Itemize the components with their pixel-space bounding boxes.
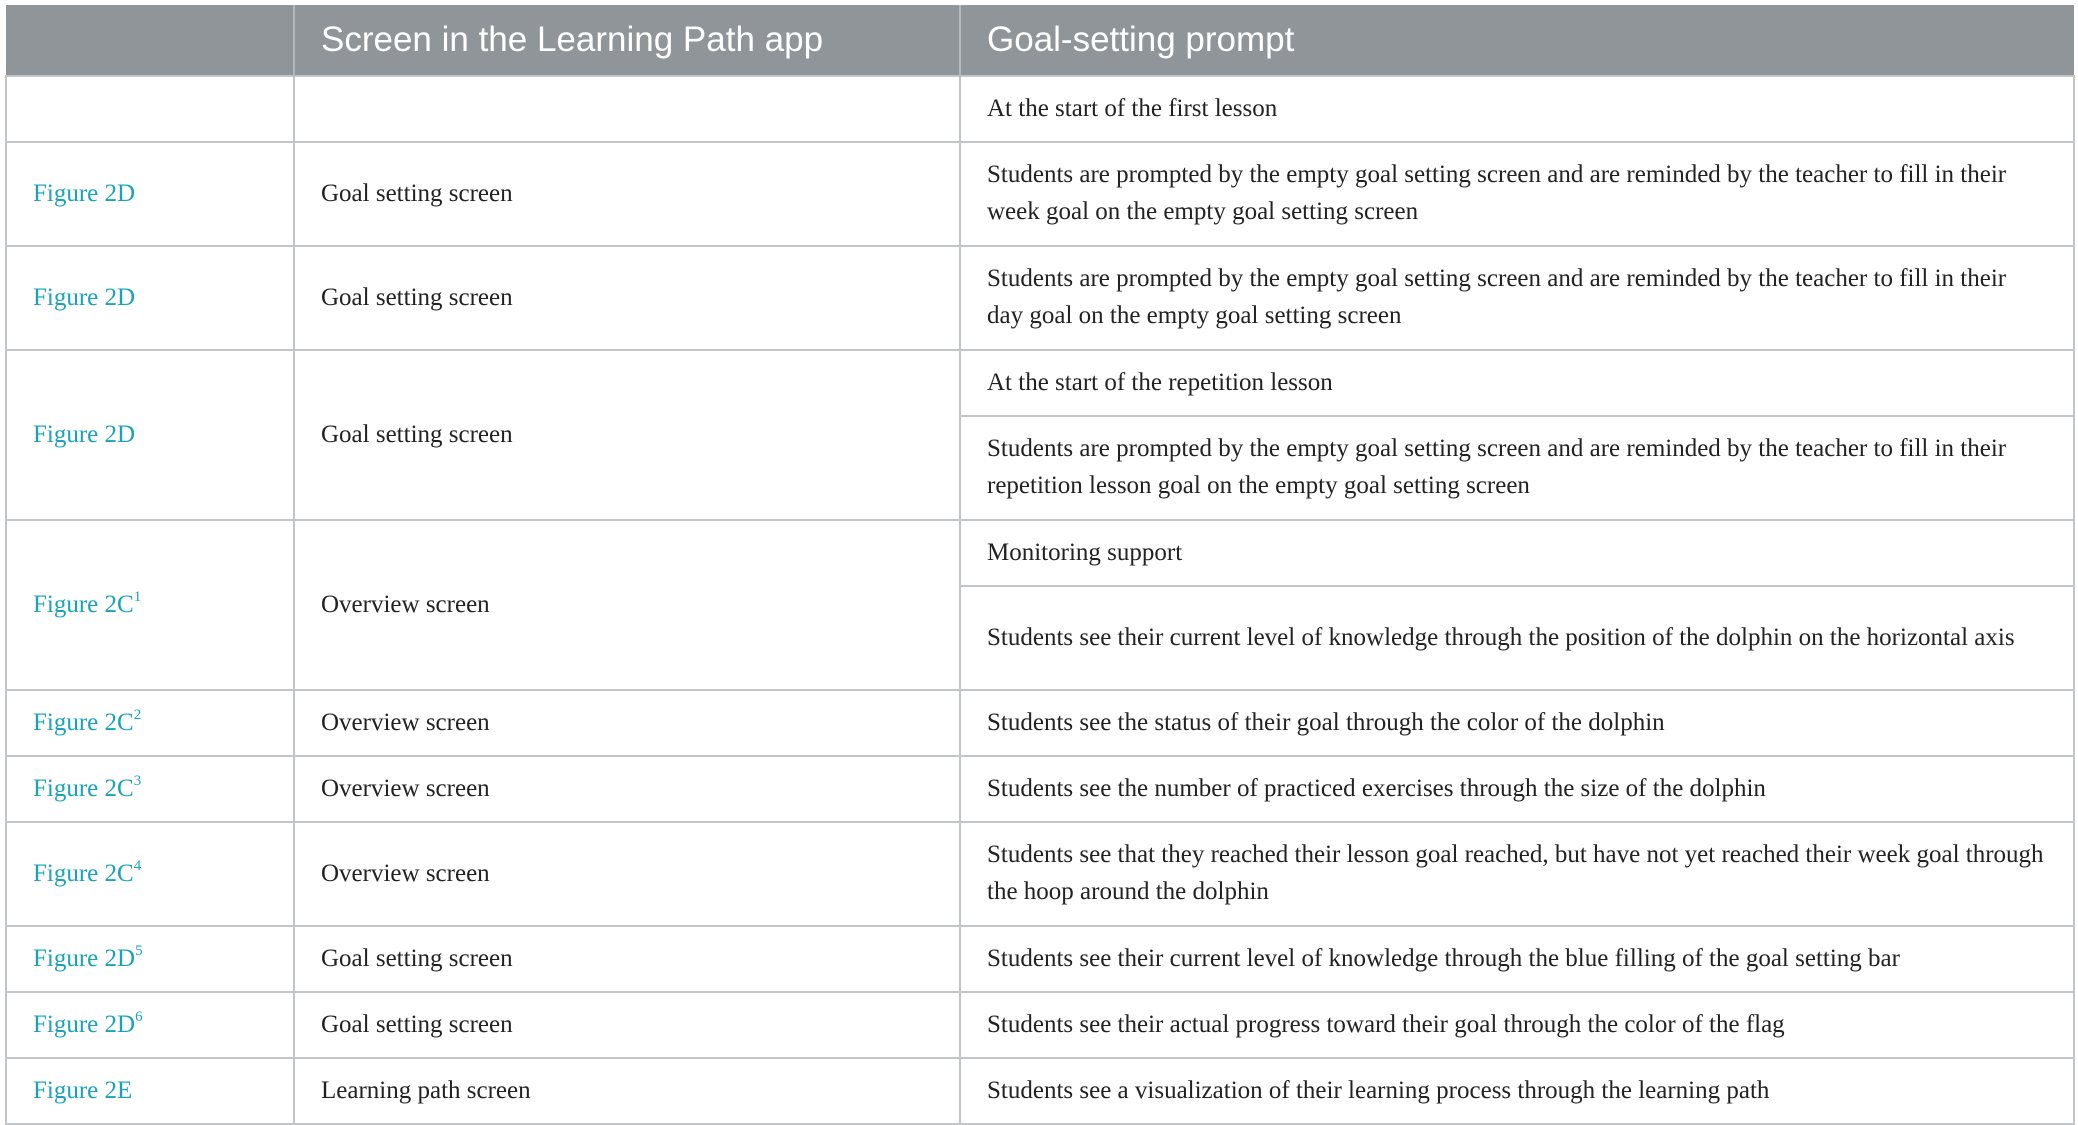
figure-link[interactable]: Figure 2D	[6, 350, 294, 520]
figure-link[interactable]: Figure $2C^4$	[6, 822, 294, 926]
table-row	[6, 822, 2074, 926]
screen-cell: Goal setting screen	[294, 246, 960, 350]
screen-cell: Overview screen	[294, 520, 960, 690]
figure-link[interactable]: Figure 2D	[6, 246, 294, 350]
screen-cell: Overview screen	[294, 822, 960, 926]
prompt-cell: Students see the number of practiced exercises through the size of the dolphin	[960, 756, 2074, 822]
prompt-cell: Students see that they reached their lesson goal reached, but have not yet reached their week goal through the hoop around the dolphin	[960, 822, 2074, 926]
table-row	[6, 1058, 2074, 1124]
screen-cell: Goal setting screen	[294, 350, 960, 520]
screen-cell: Goal setting screen	[294, 142, 960, 246]
prompt-cell: Students are prompted by the empty goal setting screen and are reminded by the teacher to fill in their week goal on the empty goal setting screen	[960, 142, 2074, 246]
section-heading-monitoring: Monitoring support	[960, 520, 2074, 586]
screen-cell: Overview screen	[294, 756, 960, 822]
section-heading-first-lesson: At the start of the first lesson	[960, 76, 2074, 142]
prompt-cell: Students are prompted by the empty goal setting screen and are reminded by the teacher to fill in their repetition lesson goal on the empty goal setting screen	[960, 416, 2074, 520]
figure-link[interactable]: Figure $2C^3$	[6, 756, 294, 822]
prompt-cell: Students see a visualization of their learning process through the learning path	[960, 1058, 2074, 1124]
screen-cell: Learning path screen	[294, 1058, 960, 1124]
header-prompt: Goal-setting prompt	[960, 5, 2074, 76]
figure-link[interactable]: Figure 2E	[6, 1058, 294, 1124]
figure-link[interactable]: Figure $2D^6$	[6, 992, 294, 1058]
table-row	[6, 926, 2074, 992]
figure-link[interactable]: Figure $2D^5$	[6, 926, 294, 992]
figure-link[interactable]: Figure $2C^2$	[6, 690, 294, 756]
table-row	[6, 246, 2074, 350]
header-screen: Screen in the Learning Path app	[294, 5, 960, 76]
prompt-cell: Students see their current level of knowledge through the position of the dolphin on the horizontal axis	[960, 586, 2074, 690]
empty-cell	[294, 76, 960, 142]
prompt-cell: Students are prompted by the empty goal setting screen and are reminded by the teacher to fill in their day goal on the empty goal setting screen	[960, 246, 2074, 350]
section-heading-repetition-lesson: At the start of the repetition lesson	[960, 350, 2074, 416]
empty-cell	[6, 76, 294, 142]
table-row	[6, 520, 2074, 586]
figure-link[interactable]: Figure $2C^1$	[6, 520, 294, 690]
goal-setting-table	[5, 5, 2075, 1125]
figure-link[interactable]: Figure 2D	[6, 142, 294, 246]
table-row	[6, 992, 2074, 1058]
header-figure	[6, 5, 294, 76]
prompt-cell: Students see their current level of knowledge through the blue filling of the goal setting bar	[960, 926, 2074, 992]
table-row	[6, 76, 2074, 142]
table-row	[6, 142, 2074, 246]
prompt-cell: Students see their actual progress toward their goal through the color of the flag	[960, 992, 2074, 1058]
table-header-row	[6, 5, 2074, 76]
screen-cell: Goal setting screen	[294, 992, 960, 1058]
screen-cell: Goal setting screen	[294, 926, 960, 992]
prompt-cell: Students see the status of their goal through the color of the dolphin	[960, 690, 2074, 756]
screen-cell: Overview screen	[294, 690, 960, 756]
table-row	[6, 690, 2074, 756]
table-row	[6, 350, 2074, 416]
table-row	[6, 756, 2074, 822]
